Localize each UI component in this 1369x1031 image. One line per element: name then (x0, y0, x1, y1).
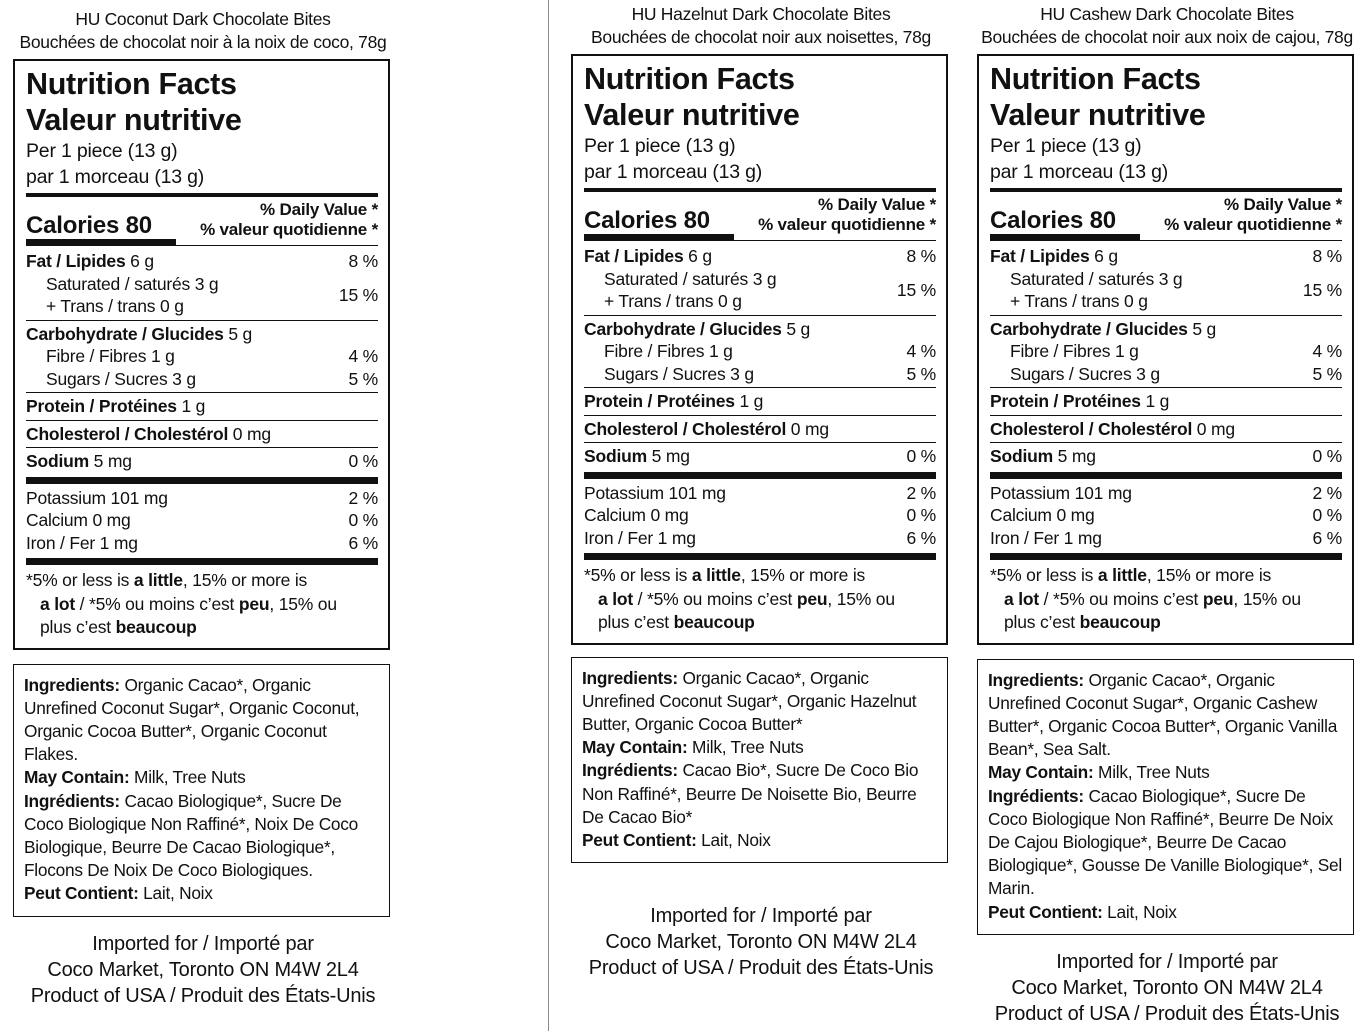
fat-amount: 6 g (125, 251, 154, 271)
foot-text: / *5% ou moins c’est (1038, 588, 1203, 609)
rule-thin (26, 447, 378, 448)
fat-dv: 8 % (906, 246, 936, 266)
fibre: Fibre / Fibres 1 g (604, 341, 733, 361)
product-title-block (0, 8, 406, 54)
carb-label: Carbohydrate / Glucides (990, 318, 1188, 339)
sugars-row (990, 363, 1342, 386)
product-subtitle: Bouchées de chocolat noir à la noix de coco, 78g (19, 32, 387, 52)
rule-thick (990, 472, 1342, 479)
dv-header-en: % Daily Value * (1224, 195, 1342, 214)
nutrient-rows (26, 250, 378, 565)
nf-heading-en: Nutrition Facts (26, 67, 237, 101)
calcium: Calcium 0 mg (26, 510, 131, 530)
rule-thin (990, 240, 1342, 241)
carb-amount: 5 g (1187, 318, 1217, 339)
ingredients-label: Ingredients: (988, 669, 1084, 690)
product-column-coconut (13, 8, 393, 1009)
carb-amount: 5 g (781, 318, 811, 339)
fat-label: Fat / Lipides (990, 246, 1090, 266)
ingredients-label: Ingredients: (24, 674, 120, 695)
sat-trans-row (584, 268, 936, 313)
importer-block (977, 949, 1357, 1027)
foot-text: plus c’est (1004, 612, 1080, 632)
ingredients-box (571, 657, 948, 864)
fibre-dv: 4 % (348, 346, 378, 366)
ingredients-text: Organic Cacao*, Organic Unrefined Coconut Sugar*, Organic Coconut, Organic Cocoa Butter*, Organic Coconut Flakes. (24, 674, 360, 765)
rule-thin (990, 315, 1342, 316)
dv-footnote (26, 569, 378, 640)
dv-footnote (584, 564, 936, 635)
rule-thin (990, 442, 1342, 443)
foot-bold: beaucoup (1079, 612, 1161, 632)
trans: + Trans / trans 0 g (604, 291, 742, 311)
calories-row (584, 192, 936, 237)
foot-bold: a little (133, 570, 183, 590)
calories: Calories 80 (990, 207, 1116, 234)
saturated: Saturated / saturés 3 g (604, 268, 777, 289)
calcium-dv: 0 % (348, 510, 378, 530)
foot-text: , 15% or more is (182, 570, 308, 590)
peut-contient-text: Lait, Noix (1102, 901, 1177, 922)
sat-trans-dv: 15 % (896, 279, 936, 300)
foot-bold: beaucoup (673, 612, 755, 632)
fibre-row (26, 345, 378, 368)
ingredients-fr-label: Ingrédients: (582, 760, 678, 781)
fibre: Fibre / Fibres 1 g (46, 346, 175, 366)
ingredients-fr-text: Cacao Bio*, Sucre De Coco Bio Non Raffiné*, Beurre De Noisette Bio, Beurre De Cacao Bio* (582, 760, 919, 827)
chol-label: Cholesterol / Cholestérol (584, 418, 787, 439)
sat-trans-dv: 15 % (1302, 279, 1342, 300)
protein-label: Protein / Protéines (990, 391, 1141, 411)
ingredients-fr-text: Cacao Biologique*, Sucre De Coco Biologique Non Raffiné*, Noix De Coco Biologique, Beurre De Cacao Biologique*, Flocons De Noix De Coco Biologiques. (24, 790, 359, 881)
rule-thin (26, 392, 378, 393)
potassium: Potassium 101 mg (990, 482, 1132, 503)
fat-dv: 8 % (348, 251, 378, 271)
product-title-block (967, 3, 1367, 49)
dv-header-fr: % valeur quotidienne * (758, 215, 936, 234)
foot-text: *5% or less is (26, 570, 134, 590)
potassium-dv: 2 % (1312, 482, 1342, 503)
calcium: Calcium 0 mg (584, 505, 689, 525)
iron: Iron / Fer 1 mg (990, 527, 1102, 548)
nf-heading-fr: Valeur nutritive (584, 98, 800, 132)
potassium-dv: 2 % (348, 487, 378, 508)
sugars-row (584, 363, 936, 386)
foot-bold: a lot (598, 588, 633, 609)
imported-for: Imported for / Importé par (650, 905, 872, 928)
protein-row (584, 390, 936, 413)
ingredients-text: Organic Cacao*, Organic Unrefined Coconut Sugar*, Organic Cashew Butter*, Organic Cocoa Butter*, Organic Vanilla Bean*, Sea Salt. (988, 669, 1338, 760)
product-title: HU Hazelnut Dark Chocolate Bites (631, 4, 891, 24)
protein-amount: 1 g (176, 396, 206, 416)
iron-dv: 6 % (348, 532, 378, 553)
chol-label: Cholesterol / Cholestérol (26, 423, 229, 444)
importer-address: Coco Market, Toronto ON M4W 2L4 (47, 958, 359, 981)
fibre-row (990, 340, 1342, 363)
iron: Iron / Fer 1 mg (584, 527, 696, 548)
fibre-dv: 4 % (1312, 341, 1342, 361)
foot-text: *5% or less is (990, 565, 1098, 585)
foot-text: , 15% or more is (740, 565, 866, 585)
iron-row (584, 527, 936, 550)
column-divider (548, 0, 549, 1031)
ingredients-fr-text: Cacao Biologique*, Sucre De Coco Biologique Non Raffiné*, Beurre De Noix De Cajou Biologique*, Beurre De Cacao Biologique*, Gousse De Vanille Biologique*, Sel Marin. (988, 785, 1342, 899)
product-subtitle: Bouchées de chocolat noir aux noisettes, 78g (591, 27, 931, 47)
serving-size-en: Per 1 piece (13 g) (990, 135, 1142, 157)
trans: + Trans / trans 0 g (1010, 291, 1148, 311)
foot-bold: peu (1202, 588, 1234, 609)
nf-heading-fr: Valeur nutritive (990, 98, 1206, 132)
protein-amount: 1 g (734, 391, 764, 411)
fat-amount: 6 g (1089, 246, 1118, 266)
rule-thin (26, 420, 378, 421)
may-contain-text: Milk, Tree Nuts (129, 767, 246, 788)
potassium-row (584, 482, 936, 505)
carb-row (26, 323, 378, 346)
importer-block (571, 903, 951, 981)
sodium-label: Sodium (584, 446, 647, 466)
potassium-row (990, 482, 1342, 505)
potassium-row (26, 487, 378, 510)
sodium-row (990, 445, 1342, 468)
calories-row (26, 197, 378, 242)
calcium-row (990, 504, 1342, 527)
chol-label: Cholesterol / Cholestérol (990, 418, 1193, 439)
iron-row (26, 532, 378, 555)
sodium-dv: 0 % (348, 451, 378, 471)
may-contain-text: Milk, Tree Nuts (1093, 762, 1210, 783)
sodium-row (584, 445, 936, 468)
foot-text: , 15% ou (827, 588, 895, 609)
nutrition-facts-panel (571, 54, 948, 645)
peut-contient-text: Lait, Noix (696, 829, 771, 850)
chol-amount: 0 mg (786, 418, 829, 439)
iron-dv: 6 % (906, 527, 936, 548)
peut-contient-text: Lait, Noix (138, 883, 213, 904)
carb-label: Carbohydrate / Glucides (26, 323, 224, 344)
ingredients-box (977, 659, 1354, 935)
foot-text: / *5% ou moins c’est (632, 588, 797, 609)
serving-size-en: Per 1 piece (13 g) (584, 135, 736, 157)
rule-thick (584, 472, 936, 479)
serving-size-fr: par 1 morceau (13 g) (26, 166, 205, 188)
country-of-origin: Product of USA / Produit des États-Unis (30, 984, 376, 1007)
protein-row (990, 390, 1342, 413)
dv-header-en: % Daily Value * (260, 200, 378, 219)
foot-text: plus c’est (598, 612, 674, 632)
product-column-hazelnut (571, 3, 951, 981)
chol-amount: 0 mg (228, 423, 271, 444)
foot-text: *5% or less is (584, 565, 692, 585)
sodium-dv: 0 % (906, 446, 936, 466)
calcium-row (584, 504, 936, 527)
trans: + Trans / trans 0 g (46, 296, 184, 316)
sugars-dv: 5 % (1312, 363, 1342, 384)
calcium-dv: 0 % (906, 505, 936, 525)
iron-dv: 6 % (1312, 527, 1342, 548)
saturated: Saturated / saturés 3 g (46, 273, 219, 294)
rule-thin (990, 387, 1342, 388)
rule-thin (26, 320, 378, 321)
rule-thin (584, 442, 936, 443)
nutrient-rows (584, 245, 936, 560)
foot-bold: beaucoup (115, 617, 197, 637)
foot-text: , 15% or more is (1146, 565, 1272, 585)
carb-amount: 5 g (223, 323, 253, 344)
carb-label: Carbohydrate / Glucides (584, 318, 782, 339)
sodium-dv: 0 % (1312, 446, 1342, 466)
serving-size-fr: par 1 morceau (13 g) (584, 161, 763, 183)
calories: Calories 80 (584, 207, 710, 234)
nf-heading-fr: Valeur nutritive (26, 103, 242, 137)
peut-contient-label: Peut Contient: (988, 901, 1103, 922)
serving-size-en: Per 1 piece (13 g) (26, 140, 178, 162)
carb-row (990, 318, 1342, 341)
sugars: Sugars / Sucres 3 g (604, 363, 754, 384)
may-contain-label: May Contain: (24, 767, 130, 788)
sugars: Sugars / Sucres 3 g (1010, 363, 1160, 384)
sodium-label: Sodium (26, 451, 89, 471)
sodium-amount: 5 mg (88, 451, 132, 471)
fat-row (584, 245, 936, 268)
daily-value-header (200, 200, 378, 240)
product-column-cashew (977, 3, 1357, 1027)
sodium-label: Sodium (990, 446, 1053, 466)
fat-label: Fat / Lipides (26, 251, 126, 271)
calcium-row (26, 509, 378, 532)
dv-header-fr: % valeur quotidienne * (200, 220, 378, 239)
ingredients-label: Ingredients: (582, 667, 678, 688)
iron-row (990, 527, 1342, 550)
sodium-row (26, 450, 378, 473)
foot-bold: a lot (1004, 588, 1039, 609)
sugars-dv: 5 % (906, 363, 936, 384)
protein-row (26, 395, 378, 418)
ingredients-text: Organic Cacao*, Organic Unrefined Coconut Sugar*, Organic Hazelnut Butter, Organic Cocoa Butter* (582, 667, 917, 734)
protein-label: Protein / Protéines (26, 396, 177, 416)
fibre-row (584, 340, 936, 363)
potassium: Potassium 101 mg (26, 487, 168, 508)
calcium: Calcium 0 mg (990, 505, 1095, 525)
chol-amount: 0 mg (1192, 418, 1235, 439)
ingredients-box (13, 664, 390, 917)
foot-text: , 15% ou (1233, 588, 1301, 609)
saturated: Saturated / saturés 3 g (1010, 268, 1183, 289)
ingredients-fr-label: Ingrédients: (988, 785, 1084, 806)
fat-amount: 6 g (683, 246, 712, 266)
daily-value-header (1164, 195, 1342, 235)
serving-size-fr: par 1 morceau (13 g) (990, 161, 1169, 183)
daily-value-header (758, 195, 936, 235)
potassium: Potassium 101 mg (584, 482, 726, 503)
sat-trans-row (990, 268, 1342, 313)
fibre: Fibre / Fibres 1 g (1010, 341, 1139, 361)
rule-thin (584, 315, 936, 316)
dv-header-en: % Daily Value * (818, 195, 936, 214)
product-title: HU Coconut Dark Chocolate Bites (75, 9, 331, 29)
dv-header-fr: % valeur quotidienne * (1164, 215, 1342, 234)
rule-thick (26, 558, 378, 565)
may-contain-text: Milk, Tree Nuts (687, 737, 804, 758)
fat-row (990, 245, 1342, 268)
rule-thin (584, 387, 936, 388)
nf-heading-en: Nutrition Facts (584, 62, 795, 96)
sugars-row (26, 368, 378, 391)
may-contain-label: May Contain: (582, 737, 688, 758)
foot-text: plus c’est (40, 617, 116, 637)
imported-for: Imported for / Importé par (1056, 950, 1278, 973)
sugars: Sugars / Sucres 3 g (46, 368, 196, 389)
foot-bold: peu (796, 588, 828, 609)
rule-thin (990, 415, 1342, 416)
fat-label: Fat / Lipides (584, 246, 684, 266)
rule-thin (26, 245, 378, 246)
calories-row (990, 192, 1342, 237)
rule-thick (26, 477, 378, 484)
cholesterol-row (584, 418, 936, 441)
rule-thin (584, 240, 936, 241)
ingredients-fr-label: Ingrédients: (24, 790, 120, 811)
iron: Iron / Fer 1 mg (26, 532, 138, 553)
protein-label: Protein / Protéines (584, 391, 735, 411)
foot-bold: peu (238, 593, 270, 614)
product-title-block (571, 3, 951, 49)
fat-dv: 8 % (1312, 246, 1342, 266)
importer-address: Coco Market, Toronto ON M4W 2L4 (1011, 976, 1323, 999)
calories: Calories 80 (26, 212, 152, 239)
may-contain-label: May Contain: (988, 762, 1094, 783)
rule-thick (584, 553, 936, 560)
sugars-dv: 5 % (348, 368, 378, 389)
foot-text: / *5% ou moins c’est (74, 593, 239, 614)
sat-trans-dv: 15 % (338, 284, 378, 305)
peut-contient-label: Peut Contient: (582, 829, 697, 850)
country-of-origin: Product of USA / Produit des États-Unis (588, 957, 934, 980)
foot-bold: a lot (40, 593, 75, 614)
rule-thin (584, 415, 936, 416)
rule-thick (990, 553, 1342, 560)
carb-row (584, 318, 936, 341)
country-of-origin: Product of USA / Produit des États-Unis (994, 1002, 1340, 1025)
product-title: HU Cashew Dark Chocolate Bites (1040, 4, 1294, 24)
nutrient-rows (990, 245, 1342, 560)
nutrition-facts-panel (977, 54, 1354, 645)
sat-trans-row (26, 273, 378, 318)
dv-footnote (990, 564, 1342, 635)
sodium-amount: 5 mg (1052, 446, 1096, 466)
cholesterol-row (26, 423, 378, 446)
importer-address: Coco Market, Toronto ON M4W 2L4 (605, 931, 917, 954)
importer-block (13, 931, 393, 1009)
nf-heading-en: Nutrition Facts (990, 62, 1201, 96)
protein-amount: 1 g (1140, 391, 1170, 411)
calcium-dv: 0 % (1312, 505, 1342, 525)
foot-text: , 15% ou (269, 593, 337, 614)
nutrition-facts-panel (13, 59, 390, 650)
foot-bold: a little (1097, 565, 1147, 585)
imported-for: Imported for / Importé par (92, 932, 314, 955)
cholesterol-row (990, 418, 1342, 441)
potassium-dv: 2 % (906, 482, 936, 503)
sodium-amount: 5 mg (646, 446, 690, 466)
peut-contient-label: Peut Contient: (24, 883, 139, 904)
foot-bold: a little (691, 565, 741, 585)
fibre-dv: 4 % (906, 341, 936, 361)
fat-row (26, 250, 378, 273)
product-subtitle: Bouchées de chocolat noir aux noix de cajou, 78g (981, 27, 1353, 47)
